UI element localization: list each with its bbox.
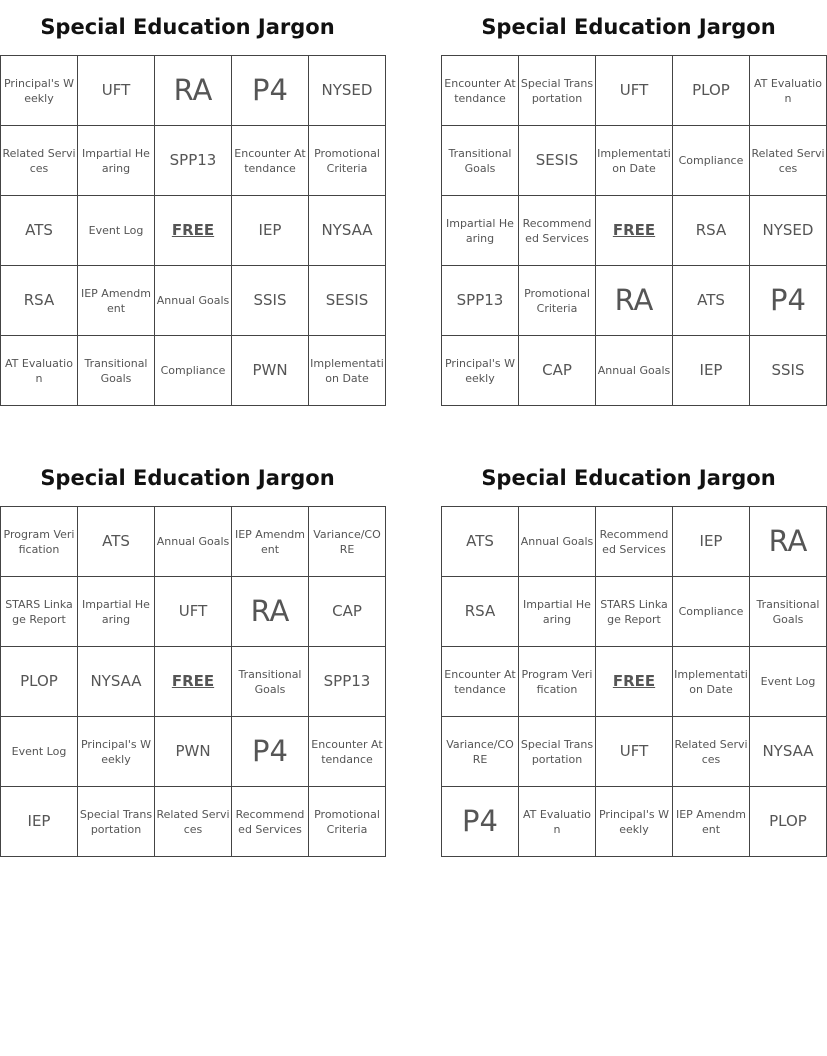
card-title: Special Education Jargon bbox=[481, 15, 776, 39]
grid-cell: AT Evaluation bbox=[519, 787, 596, 857]
grid-cell: UFT bbox=[596, 56, 673, 126]
grid-cell: Impartial Hearing bbox=[78, 126, 155, 196]
free-space: FREE bbox=[596, 647, 673, 717]
grid-cell: Impartial Hearing bbox=[442, 196, 519, 266]
grid-cell: P4 bbox=[232, 717, 309, 787]
grid-cell: Event Log bbox=[750, 647, 827, 717]
grid-cell: Variance/CORE bbox=[309, 507, 386, 577]
grid-cell: Program Verification bbox=[1, 507, 78, 577]
free-space: FREE bbox=[155, 196, 232, 266]
grid-cell: RA bbox=[596, 266, 673, 336]
grid-cell: IEP bbox=[1, 787, 78, 857]
grid-cell: Transitional Goals bbox=[442, 126, 519, 196]
grid-cell: Annual Goals bbox=[519, 507, 596, 577]
grid-cell: IEP bbox=[673, 507, 750, 577]
grid-cell: Recommended Services bbox=[232, 787, 309, 857]
grid-cell: IEP Amendment bbox=[232, 507, 309, 577]
grid-cell: IEP bbox=[232, 196, 309, 266]
grid-cell: Related Services bbox=[673, 717, 750, 787]
grid-cell: IEP Amendment bbox=[673, 787, 750, 857]
bingo-grid bbox=[441, 55, 827, 406]
grid-cell: SPP13 bbox=[155, 126, 232, 196]
card-title: Special Education Jargon bbox=[40, 466, 335, 490]
grid-cell: Impartial Hearing bbox=[519, 577, 596, 647]
grid-cell: RSA bbox=[1, 266, 78, 336]
grid-row bbox=[1, 507, 386, 577]
grid-cell: PWN bbox=[155, 717, 232, 787]
grid-cell: Recommended Services bbox=[596, 507, 673, 577]
grid-cell: NYSED bbox=[750, 196, 827, 266]
grid-cell: CAP bbox=[309, 577, 386, 647]
grid-cell: Impartial Hearing bbox=[78, 577, 155, 647]
grid-row bbox=[442, 126, 827, 196]
grid-cell: AT Evaluation bbox=[1, 336, 78, 406]
grid-cell: CAP bbox=[519, 336, 596, 406]
bingo-grid bbox=[441, 506, 827, 857]
grid-cell: SESIS bbox=[309, 266, 386, 336]
grid-cell: IEP bbox=[673, 336, 750, 406]
bingo-card-4 bbox=[441, 451, 820, 857]
grid-row bbox=[442, 647, 827, 717]
grid-cell: STARS Linkage Report bbox=[596, 577, 673, 647]
grid-cell: STARS Linkage Report bbox=[1, 577, 78, 647]
grid-cell: Special Transportation bbox=[78, 787, 155, 857]
grid-cell: PLOP bbox=[750, 787, 827, 857]
grid-cell: Event Log bbox=[78, 196, 155, 266]
grid-cell: P4 bbox=[442, 787, 519, 857]
grid-cell: P4 bbox=[750, 266, 827, 336]
grid-cell: Principal's Weekly bbox=[596, 787, 673, 857]
grid-cell: ATS bbox=[1, 196, 78, 266]
grid-row bbox=[1, 577, 386, 647]
grid-cell: Encounter Attendance bbox=[232, 126, 309, 196]
grid-cell: PLOP bbox=[1, 647, 78, 717]
grid-cell: UFT bbox=[155, 577, 232, 647]
grid-cell: Transitional Goals bbox=[232, 647, 309, 717]
grid-cell: NYSAA bbox=[309, 196, 386, 266]
grid-cell: RSA bbox=[442, 577, 519, 647]
grid-row bbox=[442, 196, 827, 266]
grid-row bbox=[1, 717, 386, 787]
bingo-card-3 bbox=[0, 451, 383, 857]
grid-row bbox=[442, 56, 827, 126]
grid-cell: Annual Goals bbox=[155, 266, 232, 336]
grid-row bbox=[1, 196, 386, 266]
grid-row bbox=[442, 507, 827, 577]
grid-cell: ATS bbox=[442, 507, 519, 577]
grid-row bbox=[442, 717, 827, 787]
grid-cell: NYSAA bbox=[78, 647, 155, 717]
grid-cell: Annual Goals bbox=[596, 336, 673, 406]
grid-cell: Related Services bbox=[155, 787, 232, 857]
grid-cell: RA bbox=[750, 507, 827, 577]
free-space: FREE bbox=[155, 647, 232, 717]
grid-row bbox=[1, 787, 386, 857]
card-title: Special Education Jargon bbox=[481, 466, 776, 490]
grid-row bbox=[442, 787, 827, 857]
grid-cell: Encounter Attendance bbox=[442, 647, 519, 717]
grid-row bbox=[1, 647, 386, 717]
grid-cell: Related Services bbox=[750, 126, 827, 196]
bingo-grid bbox=[0, 506, 386, 857]
grid-cell: Annual Goals bbox=[155, 507, 232, 577]
grid-cell: ATS bbox=[78, 507, 155, 577]
grid-cell: IEP Amendment bbox=[78, 266, 155, 336]
grid-cell: SESIS bbox=[519, 126, 596, 196]
grid-cell: NYSAA bbox=[750, 717, 827, 787]
free-space: FREE bbox=[596, 196, 673, 266]
grid-row bbox=[442, 577, 827, 647]
grid-row bbox=[1, 266, 386, 336]
grid-row bbox=[1, 56, 386, 126]
grid-cell: Special Transportation bbox=[519, 56, 596, 126]
grid-cell: RA bbox=[155, 56, 232, 126]
grid-row bbox=[1, 126, 386, 196]
grid-cell: SSIS bbox=[232, 266, 309, 336]
grid-row bbox=[1, 336, 386, 406]
grid-cell: PWN bbox=[232, 336, 309, 406]
card-title: Special Education Jargon bbox=[40, 15, 335, 39]
grid-cell: Compliance bbox=[673, 126, 750, 196]
grid-row bbox=[442, 266, 827, 336]
grid-cell: Encounter Attendance bbox=[442, 56, 519, 126]
grid-cell: Principal's Weekly bbox=[442, 336, 519, 406]
grid-cell: RSA bbox=[673, 196, 750, 266]
grid-cell: Compliance bbox=[673, 577, 750, 647]
grid-cell: AT Evaluation bbox=[750, 56, 827, 126]
grid-cell: Implementation Date bbox=[309, 336, 386, 406]
grid-cell: Recommended Services bbox=[519, 196, 596, 266]
grid-row bbox=[442, 336, 827, 406]
grid-cell: Related Services bbox=[1, 126, 78, 196]
grid-cell: Event Log bbox=[1, 717, 78, 787]
grid-cell: SPP13 bbox=[442, 266, 519, 336]
grid-cell: Principal's Weekly bbox=[78, 717, 155, 787]
grid-cell: NYSED bbox=[309, 56, 386, 126]
grid-cell: UFT bbox=[596, 717, 673, 787]
grid-cell: SPP13 bbox=[309, 647, 386, 717]
grid-cell: Encounter Attendance bbox=[309, 717, 386, 787]
grid-cell: Promotional Criteria bbox=[309, 787, 386, 857]
grid-cell: Variance/CORE bbox=[442, 717, 519, 787]
grid-cell: Implementation Date bbox=[596, 126, 673, 196]
grid-cell: PLOP bbox=[673, 56, 750, 126]
bingo-card-2 bbox=[441, 0, 825, 406]
grid-cell: Principal's Weekly bbox=[1, 56, 78, 126]
grid-cell: Transitional Goals bbox=[78, 336, 155, 406]
grid-cell: Compliance bbox=[155, 336, 232, 406]
grid-cell: Transitional Goals bbox=[750, 577, 827, 647]
grid-cell: UFT bbox=[78, 56, 155, 126]
bingo-grid bbox=[0, 55, 386, 406]
grid-cell: Implementation Date bbox=[673, 647, 750, 717]
grid-cell: RA bbox=[232, 577, 309, 647]
grid-cell: Special Transportation bbox=[519, 717, 596, 787]
grid-cell: Program Verification bbox=[519, 647, 596, 717]
grid-cell: Promotional Criteria bbox=[519, 266, 596, 336]
grid-cell: P4 bbox=[232, 56, 309, 126]
grid-cell: ATS bbox=[673, 266, 750, 336]
grid-cell: Promotional Criteria bbox=[309, 126, 386, 196]
bingo-card-1 bbox=[0, 0, 384, 406]
grid-cell: SSIS bbox=[750, 336, 827, 406]
